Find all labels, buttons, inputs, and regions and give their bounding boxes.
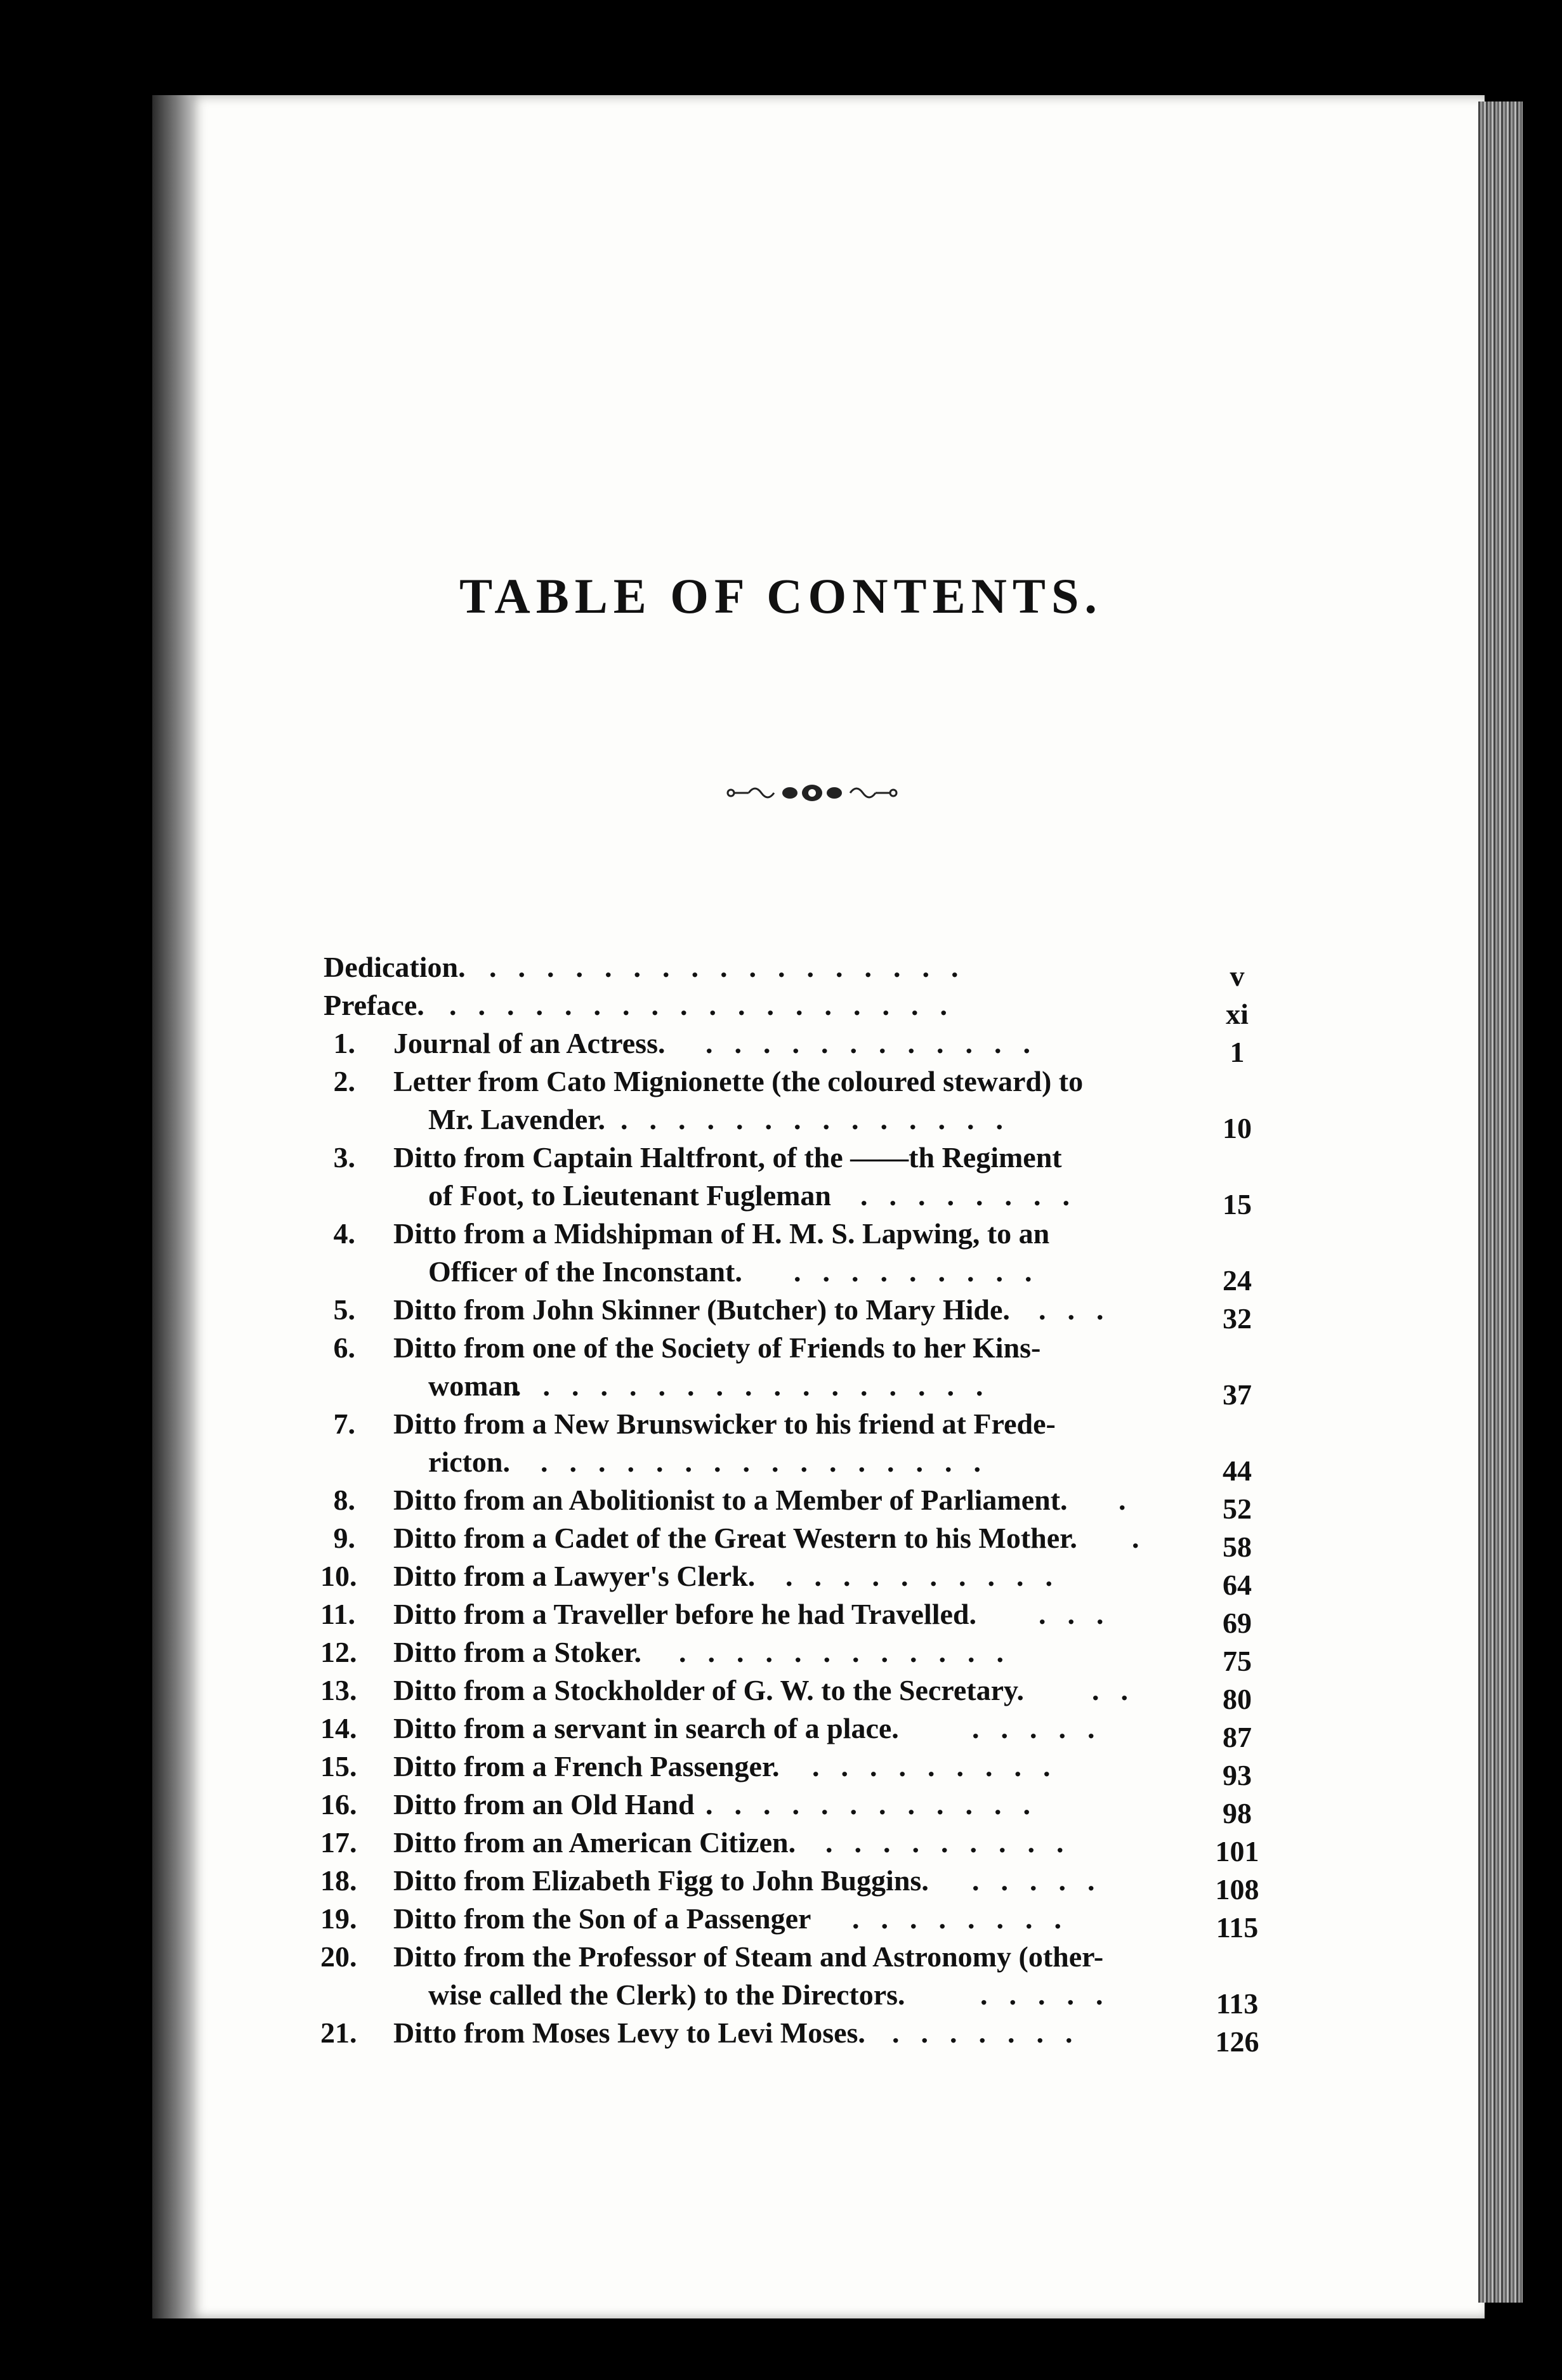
page-number: 24 (1223, 1264, 1252, 1297)
entry-title: of Foot, to Lieutenant Fugleman (428, 1179, 832, 1212)
leader-dots: ..... (972, 1712, 1117, 1744)
leader-dots: .......... (785, 1560, 1074, 1592)
toc-entry (320, 1938, 1275, 2020)
page-number: 10 (1223, 1112, 1252, 1144)
entry-number: 17. (320, 1826, 357, 1859)
leader-dots: .................. (449, 989, 969, 1021)
page-number: 80 (1223, 1683, 1252, 1715)
entry-title: Letter from Cato Mignionette (the coloured steward) to (393, 1065, 1084, 1097)
entry-number: 6. (333, 1331, 355, 1364)
entry-title: Ditto from a French Passenger. (393, 1750, 780, 1782)
leader-dots: ......... (825, 1826, 1086, 1859)
entry-number: 21. (320, 2017, 357, 2049)
leader-dots: ......... (794, 1255, 1054, 1288)
page-number: 32 (1223, 1302, 1252, 1335)
entry-number: 4. (333, 1217, 355, 1250)
entry-number: 9. (333, 1522, 355, 1554)
toc-entry (324, 1024, 1275, 1068)
page-number: 64 (1223, 1569, 1252, 1601)
page-number: 52 (1223, 1493, 1252, 1525)
page-number: 113 (1216, 1987, 1259, 2020)
entry-title: Ditto from an American Citizen. (393, 1826, 796, 1859)
toc-entry (320, 1748, 1275, 1791)
leader-dots: ... (1039, 1598, 1126, 1630)
leader-dots: ................. (514, 1370, 1005, 1402)
entry-title: Ditto from the Professor of Steam and Astronomy (other- (393, 1940, 1104, 1973)
page-number: 37 (1223, 1378, 1252, 1411)
page-number: 1 (1230, 1036, 1245, 1068)
page-edges (1478, 101, 1523, 2303)
entry-number: 12. (320, 1636, 357, 1668)
entry-number: 20. (320, 1940, 357, 1973)
toc-entry (324, 1519, 1275, 1563)
toc-entry (320, 1671, 1275, 1715)
page-number: 58 (1223, 1531, 1252, 1563)
toc-entry (324, 1062, 1275, 1144)
leader-dots: ....... (892, 2017, 1094, 2049)
toc-entry (320, 1633, 1275, 1677)
entry-title: Journal of an Actress. (393, 1027, 666, 1059)
entry-number: 2. (333, 1065, 355, 1097)
leader-dots: .. (1092, 1674, 1150, 1706)
page-number: 101 (1215, 1835, 1259, 1867)
entry-number: 16. (320, 1788, 357, 1821)
page-number: 98 (1223, 1797, 1252, 1829)
toc-entry (320, 1786, 1275, 1829)
entry-title: Ditto from a Traveller before he had Travelled. (393, 1598, 977, 1630)
entry-title: wise called the Clerk) to the Directors. (428, 1978, 905, 2011)
entry-title: Ditto from Captain Haltfront, of the ——th Regiment (393, 1141, 1062, 1174)
entry-title: Ditto from a Stoker. (393, 1636, 641, 1668)
toc-entry (324, 1215, 1275, 1297)
leader-dots: . (1119, 1484, 1148, 1516)
entry-title: Ditto from a New Brunswicker to his friend at Frede- (393, 1408, 1056, 1440)
entry-number: 15. (320, 1750, 357, 1782)
entry-number: 19. (320, 1902, 357, 1935)
toc-entry (320, 1595, 1275, 1639)
entry-number: 8. (333, 1484, 355, 1516)
entry-title: Ditto from a Cadet of the Great Western to his Mother. (393, 1522, 1077, 1554)
entry-number: 1. (333, 1027, 355, 1059)
ornament-icon (723, 774, 901, 812)
entry-title: Preface. (324, 989, 424, 1021)
toc-entry (324, 1139, 1275, 1220)
toc-entry (320, 1710, 1275, 1753)
entry-title: woman (428, 1370, 520, 1402)
entry-title: Ditto from Elizabeth Figg to John Buggins. (393, 1864, 929, 1897)
leader-dots: ......... (812, 1750, 1072, 1782)
leader-dots: ............ (706, 1788, 1052, 1821)
toc-entry (320, 1557, 1275, 1601)
page-number: 108 (1215, 1873, 1259, 1906)
page-number: 126 (1215, 2025, 1259, 2058)
page-number: 75 (1223, 1645, 1252, 1677)
leader-dots: . (1132, 1522, 1161, 1554)
entry-number: 10. (320, 1560, 357, 1592)
page-number: 15 (1223, 1188, 1252, 1220)
toc-entry (324, 1291, 1275, 1335)
page-number: v (1230, 960, 1245, 992)
leader-dots: ..... (972, 1864, 1117, 1897)
leader-dots: ........ (852, 1902, 1083, 1935)
toc-entry (324, 1405, 1275, 1487)
entry-title: ricton. (428, 1446, 511, 1478)
entry-title: Ditto from the Son of a Passenger (393, 1902, 811, 1935)
toc-entry (324, 948, 1275, 992)
page-number: 115 (1216, 1911, 1259, 1944)
page-number: 44 (1223, 1455, 1252, 1487)
page-number: 93 (1223, 1759, 1252, 1791)
entry-title: Ditto from John Skinner (Butcher) to Mary Hide. (393, 1293, 1010, 1326)
leader-dots: .............. (620, 1103, 1025, 1135)
entry-title: Ditto from Moses Levy to Levi Moses. (393, 2017, 865, 2049)
leader-dots: ..... (980, 1978, 1125, 2011)
toc-entry (324, 1329, 1275, 1411)
entry-title: Mr. Lavender. (428, 1103, 605, 1135)
page-number: 69 (1223, 1607, 1252, 1639)
leader-dots: ... (1039, 1293, 1126, 1326)
entry-title: Officer of the Inconstant. (428, 1255, 742, 1288)
page-number: 87 (1223, 1721, 1252, 1753)
toc-entry (324, 1481, 1275, 1525)
entry-title: Ditto from an Abolitionist to a Member of Parliament. (393, 1484, 1068, 1516)
entry-number: 11. (320, 1598, 355, 1630)
entry-number: 18. (320, 1864, 357, 1897)
entry-title: Ditto from an Old Hand (393, 1788, 695, 1821)
toc-entry (320, 1824, 1275, 1867)
entry-title: Ditto from a Stockholder of G. W. to the Secretary. (393, 1674, 1025, 1706)
leader-dots: ................. (489, 951, 980, 983)
toc-entry (324, 986, 1275, 1030)
entry-title: Ditto from one of the Society of Friends to her Kins- (393, 1331, 1041, 1364)
entry-number: 13. (320, 1674, 357, 1706)
entry-title: Ditto from a servant in search of a place. (393, 1712, 899, 1744)
entry-title: Dedication. (324, 951, 466, 983)
leader-dots: ............ (706, 1027, 1052, 1059)
leader-dots: ................ (541, 1446, 1002, 1478)
entry-title: Ditto from a Midshipman of H. M. S. Lapwing, to an (393, 1217, 1050, 1250)
toc-entry (320, 1862, 1275, 1906)
leader-dots: ............ (679, 1636, 1025, 1668)
entry-number: 14. (320, 1712, 357, 1744)
page-title: TABLE OF CONTENTS. (459, 568, 1103, 624)
entry-title: Ditto from a Lawyer's Clerk. (393, 1560, 756, 1592)
page-number: xi (1226, 998, 1249, 1030)
leader-dots: ........ (860, 1179, 1091, 1212)
toc-entry (320, 2014, 1275, 2058)
toc-entry (320, 1900, 1275, 1944)
entry-number: 7. (333, 1408, 355, 1440)
entry-number: 3. (333, 1141, 355, 1174)
entry-number: 5. (333, 1293, 355, 1326)
